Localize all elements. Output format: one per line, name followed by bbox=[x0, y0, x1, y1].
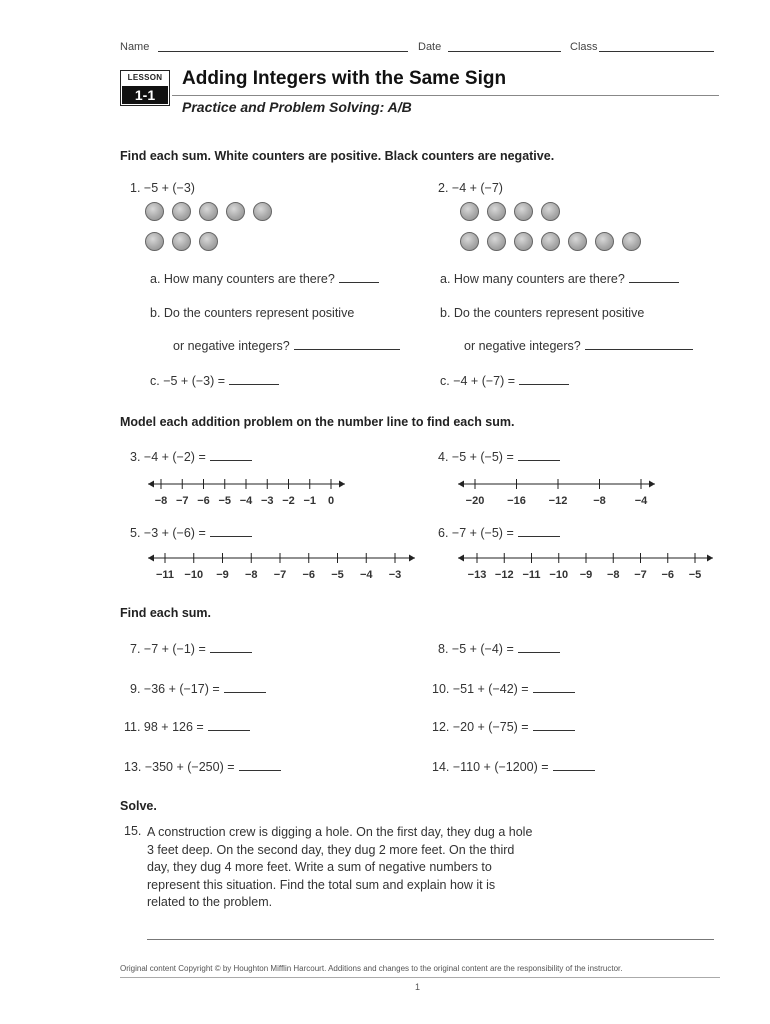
number-line-3 bbox=[145, 474, 350, 508]
problem-1b-line1: b. Do the counters represent positive bbox=[150, 306, 355, 320]
axis-arrow bbox=[409, 555, 415, 562]
tick-label: 0 bbox=[327, 495, 335, 507]
counter bbox=[199, 202, 218, 221]
problem-10-text: 10. −51 + (−42) = bbox=[432, 682, 529, 696]
axis-arrow bbox=[458, 555, 464, 562]
problem-2a-text: a. How many counters are there? bbox=[440, 272, 625, 286]
tick-label: −6 bbox=[302, 569, 316, 581]
problem-2b-text: or negative integers? bbox=[464, 339, 581, 353]
problem-4-answer[interactable] bbox=[518, 450, 560, 461]
section3-instruction: Find each sum. bbox=[120, 606, 211, 620]
tick-label: −7 bbox=[175, 495, 189, 507]
axis-arrow bbox=[649, 481, 655, 488]
counter bbox=[595, 232, 614, 251]
problem-15-text bbox=[147, 824, 587, 912]
tick-label: −13 bbox=[467, 569, 487, 581]
counter bbox=[568, 232, 587, 251]
class-label: Class bbox=[570, 41, 598, 53]
tick-label: −10 bbox=[184, 569, 204, 581]
problem-1c-text: c. −5 + (−3) = bbox=[150, 374, 226, 388]
problem-1-counters-row1 bbox=[145, 202, 272, 221]
number-line-6 bbox=[455, 548, 720, 582]
copyright-footer: Original content Copyright © by Houghton Mifflin Harcourt. Additions and changes to the original content are the responsibility of the instructor. bbox=[120, 964, 623, 973]
counter bbox=[253, 202, 272, 221]
problem-6-answer[interactable] bbox=[518, 526, 560, 537]
date-label: Date bbox=[418, 41, 442, 53]
problem-1a bbox=[150, 272, 379, 286]
problem-2-label: 2. −4 + (−7) bbox=[438, 181, 503, 195]
counter bbox=[487, 202, 506, 221]
problem-2a bbox=[440, 272, 679, 286]
tick-label: −2 bbox=[282, 495, 295, 507]
problem-2c-text: c. −4 + (−7) = bbox=[440, 374, 516, 388]
problem-5-text: 5. −3 + (−6) = bbox=[130, 526, 206, 540]
tick-label: −6 bbox=[661, 569, 675, 581]
tick-label: −1 bbox=[303, 495, 317, 507]
problem-8 bbox=[438, 642, 560, 656]
problem-2b-line1: b. Do the counters represent positive bbox=[440, 306, 645, 320]
problem-11-answer[interactable] bbox=[208, 720, 250, 731]
problem-13-answer[interactable] bbox=[239, 760, 281, 771]
problem-2-counters-row1 bbox=[460, 202, 560, 221]
lesson-word: LESSON bbox=[127, 73, 163, 82]
counter bbox=[487, 232, 506, 251]
problem-11-text: 11. 98 + 126 = bbox=[124, 720, 204, 734]
counter bbox=[514, 232, 533, 251]
tick-label: −12 bbox=[494, 569, 514, 581]
tick-label: −5 bbox=[331, 569, 344, 581]
problem-1b-answer[interactable] bbox=[294, 339, 400, 350]
problem-14 bbox=[432, 760, 595, 774]
problem-9-answer[interactable] bbox=[224, 682, 266, 693]
problem-13 bbox=[124, 760, 281, 774]
problem-1a-answer[interactable] bbox=[339, 272, 379, 283]
section1-instruction: Find each sum. White counters are positive. Black counters are negative. bbox=[120, 149, 555, 163]
date-field[interactable] bbox=[448, 51, 561, 52]
problem-2b-line2 bbox=[464, 339, 693, 353]
axis-arrow bbox=[458, 481, 464, 488]
problem-12-answer[interactable] bbox=[533, 720, 575, 731]
counter bbox=[541, 232, 560, 251]
problem-1c bbox=[150, 374, 279, 388]
counter bbox=[145, 232, 164, 251]
problem-3-answer[interactable] bbox=[210, 450, 252, 461]
counter bbox=[172, 202, 191, 221]
tick-label: −4 bbox=[239, 495, 253, 507]
axis-arrow bbox=[148, 555, 154, 562]
counter bbox=[145, 202, 164, 221]
problem-14-answer[interactable] bbox=[553, 760, 595, 771]
problem-4-text: 4. −5 + (−5) = bbox=[438, 450, 514, 464]
problem-12-text: 12. −20 + (−75) = bbox=[432, 720, 529, 734]
tick-label: −8 bbox=[244, 569, 258, 581]
problem-1b-line2 bbox=[173, 339, 400, 353]
tick-label: −8 bbox=[593, 495, 606, 507]
problem-2c-answer[interactable] bbox=[519, 374, 569, 385]
axis-arrow bbox=[148, 481, 154, 488]
name-field[interactable] bbox=[158, 51, 408, 52]
problem-8-answer[interactable] bbox=[518, 642, 560, 653]
problem-12 bbox=[432, 720, 575, 734]
counter bbox=[199, 232, 218, 251]
section4-instruction: Solve. bbox=[120, 799, 157, 813]
problem-9 bbox=[130, 682, 266, 696]
problem-15-line: 3 feet deep. On the second day, they dug 2 more feet. On the third bbox=[147, 842, 515, 857]
class-field[interactable] bbox=[599, 51, 714, 52]
problem-7-text: 7. −7 + (−1) = bbox=[130, 642, 206, 656]
tick-label: −16 bbox=[507, 495, 526, 507]
axis-arrow bbox=[707, 555, 713, 562]
name-label: Name bbox=[120, 41, 150, 53]
problem-15-line: A construction crew is digging a hole. On the first day, they dug a hole bbox=[147, 825, 533, 839]
tick-label: −11 bbox=[522, 569, 541, 581]
problem-2a-answer[interactable] bbox=[629, 272, 679, 283]
problem-6-text: 6. −7 + (−5) = bbox=[438, 526, 514, 540]
problem-7 bbox=[130, 642, 252, 656]
tick-label: −12 bbox=[548, 495, 568, 507]
problem-3 bbox=[130, 450, 252, 464]
counter bbox=[226, 202, 245, 221]
tick-label: −3 bbox=[260, 495, 274, 507]
problem-2b-answer[interactable] bbox=[585, 339, 693, 350]
problem-1-counters-row2 bbox=[145, 232, 218, 251]
problem-1-label: 1. −5 + (−3) bbox=[130, 181, 195, 195]
title-divider bbox=[172, 95, 719, 96]
problem-1b-text: or negative integers? bbox=[173, 339, 290, 353]
problem-3-text: 3. −4 + (−2) = bbox=[130, 450, 206, 464]
tick-label: −9 bbox=[216, 569, 229, 581]
tick-label: −9 bbox=[579, 569, 593, 581]
tick-label: −10 bbox=[549, 569, 569, 581]
problem-5-answer[interactable] bbox=[210, 526, 252, 537]
axis-arrow bbox=[339, 481, 345, 488]
counter bbox=[460, 202, 479, 221]
tick-label: −11 bbox=[155, 569, 175, 581]
section2-instruction: Model each addition problem on the number line to find each sum. bbox=[120, 415, 515, 429]
problem-6 bbox=[438, 526, 560, 540]
problem-4 bbox=[438, 450, 560, 464]
problem-2-counters-row2 bbox=[460, 232, 641, 251]
counter bbox=[541, 202, 560, 221]
tick-label: −5 bbox=[218, 495, 232, 507]
page-number: 1 bbox=[415, 982, 421, 992]
problem-11 bbox=[124, 720, 250, 734]
problem-13-text: 13. −350 + (−250) = bbox=[124, 760, 235, 774]
tick-label: −5 bbox=[688, 569, 702, 581]
counter bbox=[460, 232, 479, 251]
problem-7-answer[interactable] bbox=[210, 642, 252, 653]
tick-label: −7 bbox=[634, 569, 647, 581]
problem-15-line: day, they dug 4 more feet. Write a sum of negative numbers to bbox=[147, 860, 492, 874]
number-line-5 bbox=[145, 548, 420, 582]
tick-label: −6 bbox=[197, 495, 210, 507]
tick-label: −3 bbox=[388, 569, 402, 581]
problem-2c bbox=[440, 374, 569, 388]
problem-15-answer-line[interactable] bbox=[147, 939, 714, 940]
problem-8-text: 8. −5 + (−4) = bbox=[438, 642, 514, 656]
tick-label: −7 bbox=[273, 569, 287, 581]
problem-15-line: related to the problem. bbox=[147, 895, 273, 909]
problem-1a-text: a. How many counters are there? bbox=[150, 272, 335, 286]
problem-10 bbox=[432, 682, 575, 696]
problem-9-text: 9. −36 + (−17) = bbox=[130, 682, 220, 696]
tick-label: −4 bbox=[359, 569, 373, 581]
tick-label: −8 bbox=[606, 569, 620, 581]
counter bbox=[622, 232, 641, 251]
page-subtitle: Practice and Problem Solving: A/B bbox=[182, 99, 412, 115]
tick-label: −20 bbox=[465, 495, 485, 507]
lesson-badge bbox=[120, 70, 170, 106]
problem-1c-answer[interactable] bbox=[229, 374, 279, 385]
problem-5 bbox=[130, 526, 252, 540]
number-line-4 bbox=[455, 474, 660, 508]
tick-label: −8 bbox=[154, 495, 168, 507]
counter bbox=[514, 202, 533, 221]
counter bbox=[172, 232, 191, 251]
page-title: Adding Integers with the Same Sign bbox=[182, 68, 507, 89]
problem-15-number: 15. bbox=[124, 824, 142, 838]
footer-divider bbox=[120, 977, 720, 978]
problem-15-line: represent this situation. Find the total sum and explain how it is bbox=[147, 877, 496, 892]
tick-label: −4 bbox=[634, 495, 648, 507]
lesson-number: 1-1 bbox=[122, 86, 168, 104]
problem-14-text: 14. −110 + (−1200) = bbox=[432, 760, 549, 774]
problem-10-answer[interactable] bbox=[533, 682, 575, 693]
